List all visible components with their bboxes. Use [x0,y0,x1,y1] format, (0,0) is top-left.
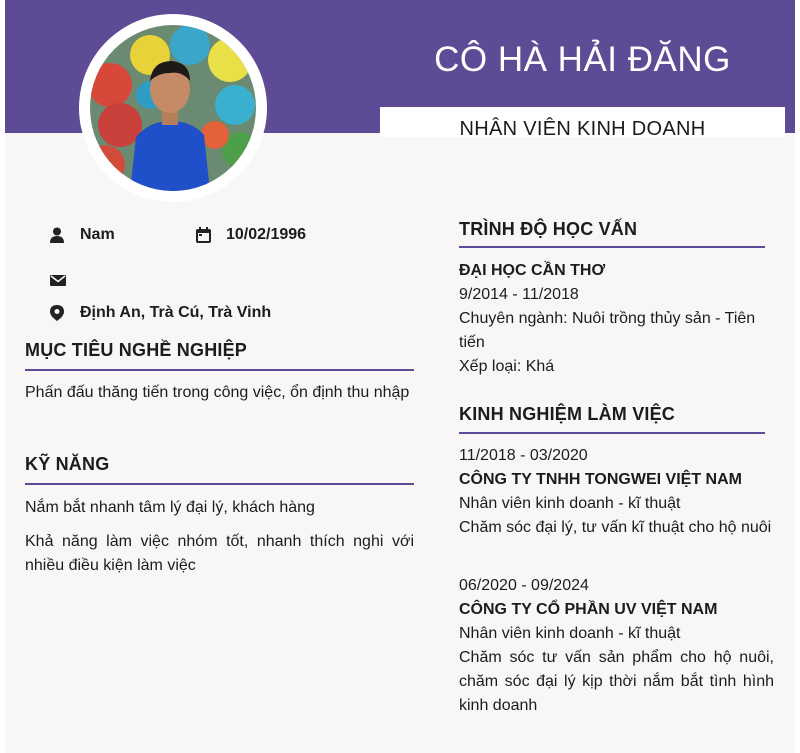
job-description: Chăm sóc đại lý, tư vấn kĩ thuật cho hộ nuôi [459,519,772,536]
avatar-frame [79,14,267,202]
skill-item: Khả năng làm việc nhóm tốt, nhanh thích nghi với nhiều điều kiện làm việc [25,533,414,574]
email-row [50,272,80,288]
job-role: Nhân viên kinh doanh - kĩ thuật [459,625,681,642]
job-description: Chăm sóc tư vấn sản phẩm cho hộ nuôi, chăm sóc đại lý kịp thời nắm bắt tình hình kinh doanh [459,649,774,714]
experience-divider [459,432,765,434]
birthdate-row [196,226,306,244]
avatar [90,25,256,191]
job-period: 06/2020 - 09/2024 [459,577,589,594]
education-heading: TRÌNH ĐỘ HỌC VẤN [459,219,638,239]
gender-row [50,226,115,244]
education-divider [459,246,765,248]
objective-heading: MỤC TIÊU NGHỀ NGHIỆP [25,340,248,360]
calendar-icon [196,227,212,243]
experience-heading: KINH NGHIỆM LÀM VIỆC [459,404,676,424]
objective-text: Phấn đấu thăng tiến trong công việc, ổn định thu nhập [25,384,410,401]
map-pin-icon [50,305,66,321]
education-period: 9/2014 - 11/2018 [459,286,579,303]
gender-value: Nam [80,226,115,243]
job-title-box [380,107,785,140]
birthdate-value: 10/02/1996 [226,226,307,243]
address-row [50,304,271,322]
school-name: ĐẠI HỌC CẦN THƠ [459,262,606,279]
job-period: 11/2018 - 03/2020 [459,447,588,464]
education-major: Chuyên ngành: Nuôi trồng thủy sản - Tiên tiến [459,310,756,351]
job-title: NHÂN VIÊN KINH DOANH [459,118,706,140]
skills-heading: KỸ NĂNG [25,454,110,474]
job-role: Nhân viên kinh doanh - kĩ thuật [459,495,681,512]
address-value: Định An, Trà Cú, Trà Vinh [80,304,272,321]
envelope-icon [50,272,66,288]
job-company: CÔNG TY TNHH TONGWEI VIỆT NAM [459,471,742,488]
skills-divider [25,483,414,485]
user-icon [50,227,66,243]
candidate-name: CÔ HÀ HẢI ĐĂNG [434,40,731,79]
objective-divider [25,369,414,371]
education-grade: Xếp loại: Khá [459,358,555,375]
skill-item: Nắm bắt nhanh tâm lý đại lý, khách hàng [25,499,315,516]
job-company: CÔNG TY CỔ PHẦN UV VIỆT NAM [459,601,718,618]
